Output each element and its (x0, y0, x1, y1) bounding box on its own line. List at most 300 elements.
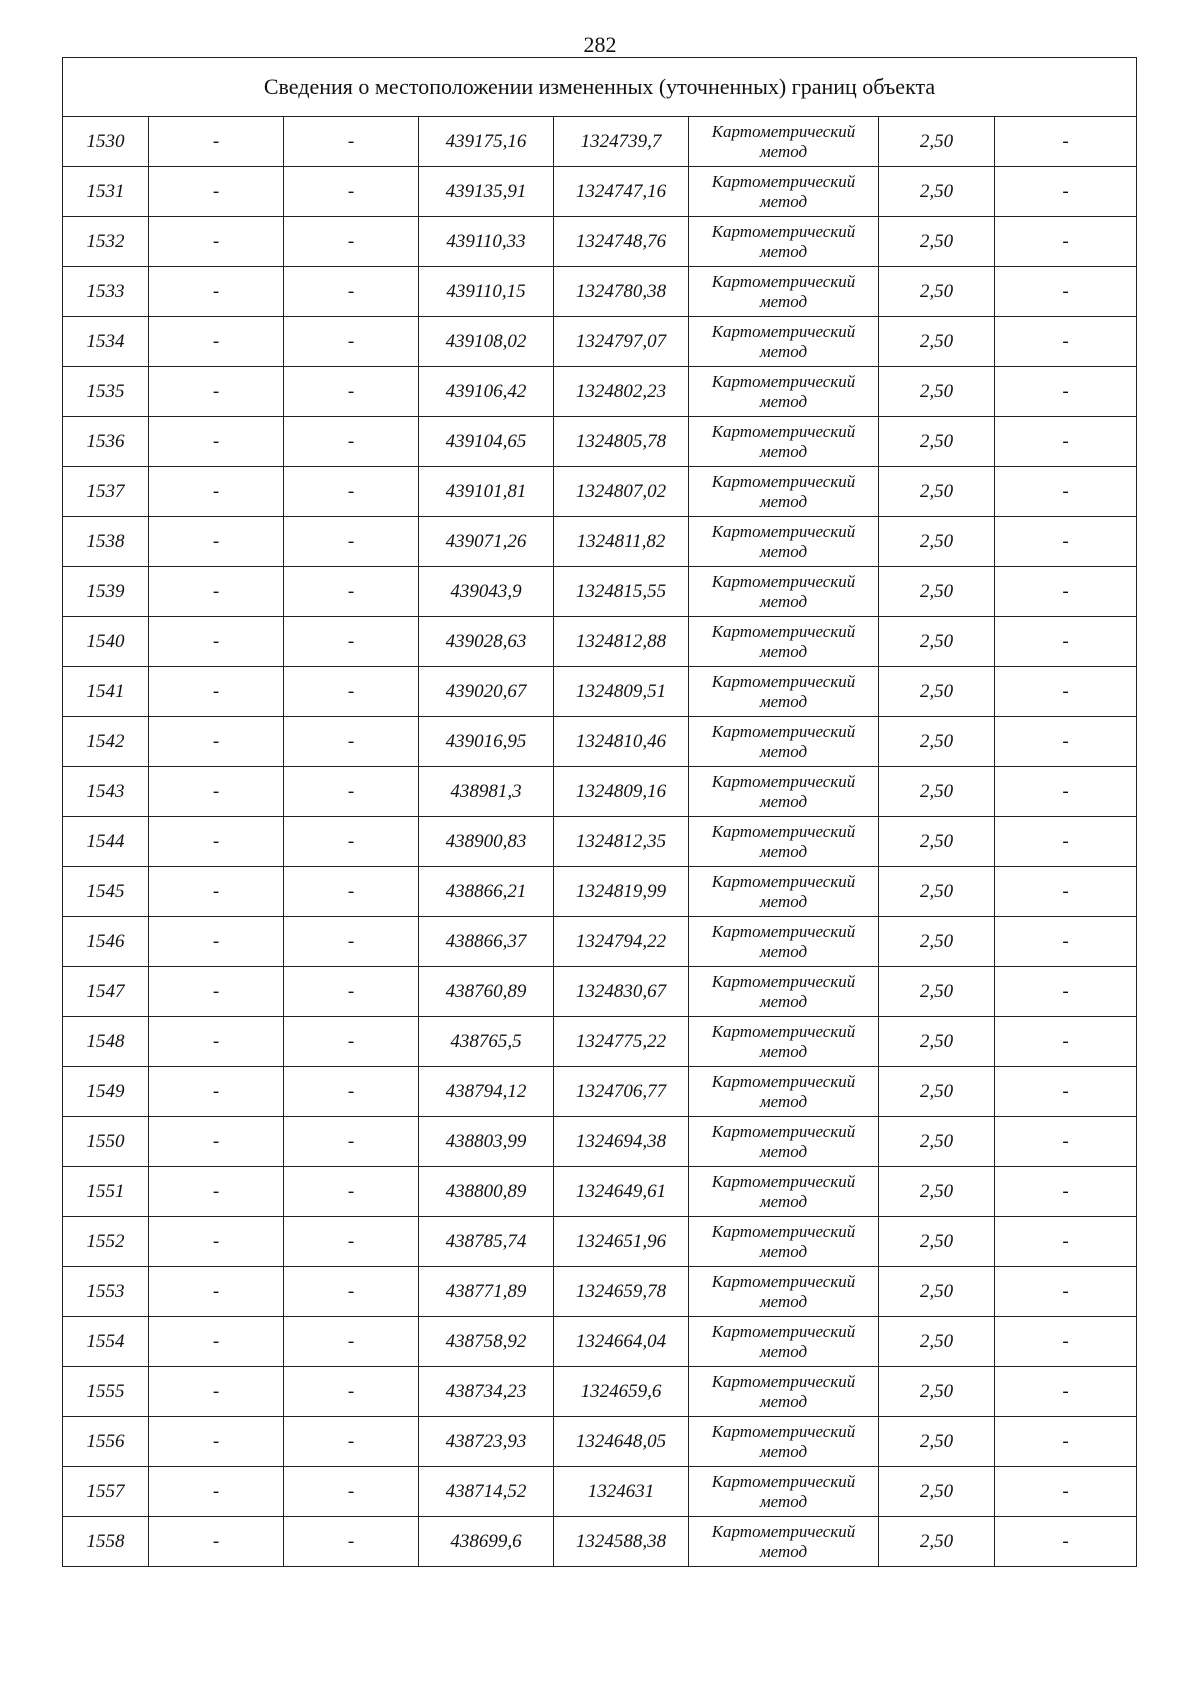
method-cell (689, 867, 879, 917)
empty-value-cell: - (149, 1367, 284, 1417)
method-line2: метод (759, 1391, 808, 1411)
method-cell (689, 617, 879, 667)
empty-value-cell: - (149, 767, 284, 817)
method-line1: Картометрический (711, 221, 856, 241)
empty-value-cell: - (284, 1417, 419, 1467)
method-cell (689, 917, 879, 967)
empty-value-cell: - (284, 1167, 419, 1217)
accuracy-cell: 2,50 (879, 1417, 995, 1467)
method-line2: метод (759, 1491, 808, 1511)
empty-value-cell: - (149, 167, 284, 217)
method-line2: метод (759, 991, 808, 1011)
empty-value-cell: - (149, 517, 284, 567)
empty-value-cell: - (995, 317, 1137, 367)
empty-value-cell: - (995, 617, 1137, 667)
point-number-cell: 1540 (63, 617, 149, 667)
empty-value-cell: - (995, 867, 1137, 917)
empty-value-cell: - (995, 1067, 1137, 1117)
table-row (63, 1467, 1137, 1517)
method-line1: Картометрический (711, 921, 856, 941)
y-coordinate-cell: 1324780,38 (554, 267, 689, 317)
empty-value-cell: - (149, 117, 284, 167)
method-line2: метод (759, 341, 808, 361)
table-row (63, 567, 1137, 617)
method-cell (689, 317, 879, 367)
x-coordinate-cell: 439043,9 (419, 567, 554, 617)
method-line1: Картометрический (711, 1071, 856, 1091)
x-coordinate-cell: 439110,15 (419, 267, 554, 317)
method-line1: Картометрический (711, 1371, 856, 1391)
y-coordinate-cell: 1324810,46 (554, 717, 689, 767)
method-line1: Картометрический (711, 171, 856, 191)
empty-value-cell: - (995, 917, 1137, 967)
x-coordinate-cell: 438803,99 (419, 1117, 554, 1167)
x-coordinate-cell: 438866,21 (419, 867, 554, 917)
empty-value-cell: - (149, 917, 284, 967)
empty-value-cell: - (284, 317, 419, 367)
method-line1: Картометрический (711, 1021, 856, 1041)
table-row (63, 217, 1137, 267)
empty-value-cell: - (284, 1467, 419, 1517)
y-coordinate-cell: 1324664,04 (554, 1317, 689, 1367)
empty-value-cell: - (284, 1117, 419, 1167)
method-line2: метод (759, 491, 808, 511)
method-line2: метод (759, 841, 808, 861)
accuracy-cell: 2,50 (879, 967, 995, 1017)
table-header-row (63, 58, 1137, 117)
x-coordinate-cell: 439110,33 (419, 217, 554, 267)
accuracy-cell: 2,50 (879, 417, 995, 467)
table-row (63, 717, 1137, 767)
method-cell (689, 767, 879, 817)
method-cell (689, 217, 879, 267)
point-number-cell: 1537 (63, 467, 149, 517)
empty-value-cell: - (995, 967, 1137, 1017)
x-coordinate-cell: 438785,74 (419, 1217, 554, 1267)
method-line2: метод (759, 1041, 808, 1061)
y-coordinate-cell: 1324659,78 (554, 1267, 689, 1317)
accuracy-cell: 2,50 (879, 717, 995, 767)
empty-value-cell: - (284, 267, 419, 317)
table-row (63, 767, 1137, 817)
accuracy-cell: 2,50 (879, 517, 995, 567)
x-coordinate-cell: 438723,93 (419, 1417, 554, 1467)
empty-value-cell: - (995, 1417, 1137, 1467)
y-coordinate-cell: 1324748,76 (554, 217, 689, 267)
empty-value-cell: - (284, 1517, 419, 1567)
empty-value-cell: - (149, 467, 284, 517)
table-row (63, 317, 1137, 367)
method-cell (689, 1117, 879, 1167)
empty-value-cell: - (149, 217, 284, 267)
accuracy-cell: 2,50 (879, 467, 995, 517)
x-coordinate-cell: 439175,16 (419, 117, 554, 167)
accuracy-cell: 2,50 (879, 567, 995, 617)
x-coordinate-cell: 438699,6 (419, 1517, 554, 1567)
x-coordinate-cell: 439020,67 (419, 667, 554, 717)
point-number-cell: 1556 (63, 1417, 149, 1467)
x-coordinate-cell: 439135,91 (419, 167, 554, 217)
method-line2: метод (759, 241, 808, 261)
empty-value-cell: - (284, 1017, 419, 1067)
table-row (63, 517, 1137, 567)
y-coordinate-cell: 1324588,38 (554, 1517, 689, 1567)
point-number-cell: 1546 (63, 917, 149, 967)
table-title: Сведения о местоположении измененных (уточненных) границ объекта (63, 58, 1137, 117)
y-coordinate-cell: 1324830,67 (554, 967, 689, 1017)
table-row (63, 267, 1137, 317)
x-coordinate-cell: 438794,12 (419, 1067, 554, 1117)
point-number-cell: 1538 (63, 517, 149, 567)
method-cell (689, 967, 879, 1017)
method-line2: метод (759, 391, 808, 411)
method-line1: Картометрический (711, 1321, 856, 1341)
accuracy-cell: 2,50 (879, 1467, 995, 1517)
point-number-cell: 1549 (63, 1067, 149, 1117)
accuracy-cell: 2,50 (879, 1267, 995, 1317)
method-line2: метод (759, 691, 808, 711)
table-row (63, 1167, 1137, 1217)
empty-value-cell: - (284, 817, 419, 867)
point-number-cell: 1533 (63, 267, 149, 317)
method-line1: Картометрический (711, 471, 856, 491)
empty-value-cell: - (149, 1067, 284, 1117)
point-number-cell: 1530 (63, 117, 149, 167)
y-coordinate-cell: 1324651,96 (554, 1217, 689, 1267)
x-coordinate-cell: 438734,23 (419, 1367, 554, 1417)
method-line2: метод (759, 741, 808, 761)
y-coordinate-cell: 1324631 (554, 1467, 689, 1517)
y-coordinate-cell: 1324649,61 (554, 1167, 689, 1217)
accuracy-cell: 2,50 (879, 367, 995, 417)
table-row (63, 367, 1137, 417)
accuracy-cell: 2,50 (879, 667, 995, 717)
y-coordinate-cell: 1324694,38 (554, 1117, 689, 1167)
point-number-cell: 1531 (63, 167, 149, 217)
empty-value-cell: - (149, 1117, 284, 1167)
method-line1: Картометрический (711, 1271, 856, 1291)
point-number-cell: 1545 (63, 867, 149, 917)
table-row (63, 617, 1137, 667)
y-coordinate-cell: 1324794,22 (554, 917, 689, 967)
accuracy-cell: 2,50 (879, 1067, 995, 1117)
empty-value-cell: - (995, 167, 1137, 217)
x-coordinate-cell: 439071,26 (419, 517, 554, 567)
method-line1: Картометрический (711, 521, 856, 541)
empty-value-cell: - (284, 1367, 419, 1417)
method-line2: метод (759, 1541, 808, 1561)
empty-value-cell: - (995, 817, 1137, 867)
accuracy-cell: 2,50 (879, 217, 995, 267)
method-cell (689, 517, 879, 567)
empty-value-cell: - (995, 1267, 1137, 1317)
method-line1: Картометрический (711, 1221, 856, 1241)
empty-value-cell: - (284, 617, 419, 667)
method-line2: метод (759, 591, 808, 611)
y-coordinate-cell: 1324812,35 (554, 817, 689, 867)
accuracy-cell: 2,50 (879, 1317, 995, 1367)
accuracy-cell: 2,50 (879, 317, 995, 367)
method-line1: Картометрический (711, 1471, 856, 1491)
empty-value-cell: - (284, 517, 419, 567)
accuracy-cell: 2,50 (879, 1217, 995, 1267)
x-coordinate-cell: 439108,02 (419, 317, 554, 367)
method-line2: метод (759, 191, 808, 211)
empty-value-cell: - (149, 1517, 284, 1567)
table-row (63, 967, 1137, 1017)
table-row (63, 667, 1137, 717)
method-line1: Картометрический (711, 671, 856, 691)
empty-value-cell: - (149, 417, 284, 467)
empty-value-cell: - (284, 917, 419, 967)
x-coordinate-cell: 439016,95 (419, 717, 554, 767)
empty-value-cell: - (995, 767, 1137, 817)
table-row (63, 1517, 1137, 1567)
method-line1: Картометрический (711, 971, 856, 991)
method-cell (689, 367, 879, 417)
empty-value-cell: - (284, 1267, 419, 1317)
method-cell (689, 1467, 879, 1517)
empty-value-cell: - (995, 1117, 1137, 1167)
point-number-cell: 1539 (63, 567, 149, 617)
x-coordinate-cell: 438771,89 (419, 1267, 554, 1317)
method-line1: Картометрический (711, 271, 856, 291)
accuracy-cell: 2,50 (879, 1367, 995, 1417)
x-coordinate-cell: 439106,42 (419, 367, 554, 417)
empty-value-cell: - (284, 167, 419, 217)
empty-value-cell: - (995, 1017, 1137, 1067)
method-line2: метод (759, 1241, 808, 1261)
empty-value-cell: - (149, 1317, 284, 1367)
accuracy-cell: 2,50 (879, 267, 995, 317)
method-line1: Картометрический (711, 571, 856, 591)
method-line1: Картометрический (711, 621, 856, 641)
y-coordinate-cell: 1324819,99 (554, 867, 689, 917)
method-line1: Картометрический (711, 721, 856, 741)
y-coordinate-cell: 1324811,82 (554, 517, 689, 567)
method-line2: метод (759, 791, 808, 811)
y-coordinate-cell: 1324809,16 (554, 767, 689, 817)
point-number-cell: 1543 (63, 767, 149, 817)
empty-value-cell: - (995, 267, 1137, 317)
method-cell (689, 167, 879, 217)
empty-value-cell: - (284, 1217, 419, 1267)
x-coordinate-cell: 438714,52 (419, 1467, 554, 1517)
boundary-coordinates-table (62, 57, 1137, 1567)
empty-value-cell: - (995, 1467, 1137, 1517)
method-cell (689, 1167, 879, 1217)
method-line2: метод (759, 1341, 808, 1361)
method-cell (689, 667, 879, 717)
empty-value-cell: - (995, 517, 1137, 567)
empty-value-cell: - (149, 667, 284, 717)
empty-value-cell: - (149, 617, 284, 667)
x-coordinate-cell: 438758,92 (419, 1317, 554, 1367)
point-number-cell: 1552 (63, 1217, 149, 1267)
x-coordinate-cell: 438900,83 (419, 817, 554, 867)
method-cell (689, 1017, 879, 1067)
method-line1: Картометрический (711, 1521, 856, 1541)
method-line1: Картометрический (711, 821, 856, 841)
method-cell (689, 1367, 879, 1417)
empty-value-cell: - (149, 317, 284, 367)
method-cell (689, 1267, 879, 1317)
point-number-cell: 1547 (63, 967, 149, 1017)
empty-value-cell: - (995, 217, 1137, 267)
empty-value-cell: - (149, 1467, 284, 1517)
table-row (63, 117, 1137, 167)
table-row (63, 1417, 1137, 1467)
point-number-cell: 1548 (63, 1017, 149, 1067)
empty-value-cell: - (995, 1367, 1137, 1417)
empty-value-cell: - (284, 867, 419, 917)
empty-value-cell: - (149, 717, 284, 767)
table-row (63, 1317, 1137, 1367)
y-coordinate-cell: 1324706,77 (554, 1067, 689, 1117)
x-coordinate-cell: 438765,5 (419, 1017, 554, 1067)
point-number-cell: 1555 (63, 1367, 149, 1417)
point-number-cell: 1554 (63, 1317, 149, 1367)
x-coordinate-cell: 439028,63 (419, 617, 554, 667)
method-line2: метод (759, 1441, 808, 1461)
y-coordinate-cell: 1324775,22 (554, 1017, 689, 1067)
method-cell (689, 817, 879, 867)
point-number-cell: 1558 (63, 1517, 149, 1567)
accuracy-cell: 2,50 (879, 867, 995, 917)
accuracy-cell: 2,50 (879, 1517, 995, 1567)
method-line1: Картометрический (711, 121, 856, 141)
method-line2: метод (759, 941, 808, 961)
method-line1: Картометрический (711, 371, 856, 391)
method-line2: метод (759, 641, 808, 661)
accuracy-cell: 2,50 (879, 767, 995, 817)
empty-value-cell: - (284, 967, 419, 1017)
accuracy-cell: 2,50 (879, 167, 995, 217)
y-coordinate-cell: 1324812,88 (554, 617, 689, 667)
point-number-cell: 1536 (63, 417, 149, 467)
empty-value-cell: - (284, 1317, 419, 1367)
table-row (63, 867, 1137, 917)
method-cell (689, 117, 879, 167)
method-cell (689, 717, 879, 767)
method-line1: Картометрический (711, 771, 856, 791)
x-coordinate-cell: 438800,89 (419, 1167, 554, 1217)
method-line1: Картометрический (711, 1421, 856, 1441)
point-number-cell: 1550 (63, 1117, 149, 1167)
method-line2: метод (759, 291, 808, 311)
empty-value-cell: - (995, 1167, 1137, 1217)
empty-value-cell: - (995, 667, 1137, 717)
y-coordinate-cell: 1324802,23 (554, 367, 689, 417)
method-cell (689, 417, 879, 467)
method-line2: метод (759, 141, 808, 161)
accuracy-cell: 2,50 (879, 917, 995, 967)
method-cell (689, 1417, 879, 1467)
empty-value-cell: - (149, 367, 284, 417)
method-line2: метод (759, 1291, 808, 1311)
table-row (63, 1117, 1137, 1167)
empty-value-cell: - (995, 717, 1137, 767)
method-line1: Картометрический (711, 871, 856, 891)
empty-value-cell: - (995, 1517, 1137, 1567)
empty-value-cell: - (284, 767, 419, 817)
empty-value-cell: - (284, 667, 419, 717)
empty-value-cell: - (149, 817, 284, 867)
empty-value-cell: - (284, 117, 419, 167)
method-cell (689, 267, 879, 317)
table-row (63, 1217, 1137, 1267)
y-coordinate-cell: 1324809,51 (554, 667, 689, 717)
accuracy-cell: 2,50 (879, 1017, 995, 1067)
y-coordinate-cell: 1324739,7 (554, 117, 689, 167)
method-line2: метод (759, 1191, 808, 1211)
method-line2: метод (759, 1091, 808, 1111)
method-cell (689, 567, 879, 617)
x-coordinate-cell: 439101,81 (419, 467, 554, 517)
method-line1: Картометрический (711, 1121, 856, 1141)
empty-value-cell: - (149, 967, 284, 1017)
accuracy-cell: 2,50 (879, 117, 995, 167)
table-row (63, 817, 1137, 867)
table-row (63, 1267, 1137, 1317)
empty-value-cell: - (284, 417, 419, 467)
table-row (63, 917, 1137, 967)
y-coordinate-cell: 1324797,07 (554, 317, 689, 367)
method-cell (689, 1217, 879, 1267)
accuracy-cell: 2,50 (879, 817, 995, 867)
empty-value-cell: - (284, 217, 419, 267)
empty-value-cell: - (995, 467, 1137, 517)
method-line1: Картометрический (711, 421, 856, 441)
empty-value-cell: - (149, 1017, 284, 1067)
empty-value-cell: - (149, 267, 284, 317)
point-number-cell: 1544 (63, 817, 149, 867)
empty-value-cell: - (995, 367, 1137, 417)
table-row (63, 1367, 1137, 1417)
method-cell (689, 1317, 879, 1367)
empty-value-cell: - (995, 1317, 1137, 1367)
empty-value-cell: - (995, 117, 1137, 167)
empty-value-cell: - (149, 567, 284, 617)
method-line2: метод (759, 541, 808, 561)
empty-value-cell: - (995, 567, 1137, 617)
point-number-cell: 1553 (63, 1267, 149, 1317)
y-coordinate-cell: 1324807,02 (554, 467, 689, 517)
empty-value-cell: - (284, 467, 419, 517)
x-coordinate-cell: 438981,3 (419, 767, 554, 817)
y-coordinate-cell: 1324805,78 (554, 417, 689, 467)
table-row (63, 1067, 1137, 1117)
method-line2: метод (759, 1141, 808, 1161)
page-number: 282 (583, 32, 617, 57)
point-number-cell: 1535 (63, 367, 149, 417)
accuracy-cell: 2,50 (879, 1167, 995, 1217)
point-number-cell: 1551 (63, 1167, 149, 1217)
table-row (63, 417, 1137, 467)
method-line1: Картометрический (711, 1171, 856, 1191)
point-number-cell: 1541 (63, 667, 149, 717)
point-number-cell: 1532 (63, 217, 149, 267)
empty-value-cell: - (284, 367, 419, 417)
empty-value-cell: - (995, 1217, 1137, 1267)
empty-value-cell: - (995, 417, 1137, 467)
accuracy-cell: 2,50 (879, 1117, 995, 1167)
y-coordinate-cell: 1324648,05 (554, 1417, 689, 1467)
empty-value-cell: - (149, 1167, 284, 1217)
method-cell (689, 467, 879, 517)
table-row (63, 467, 1137, 517)
empty-value-cell: - (284, 1067, 419, 1117)
